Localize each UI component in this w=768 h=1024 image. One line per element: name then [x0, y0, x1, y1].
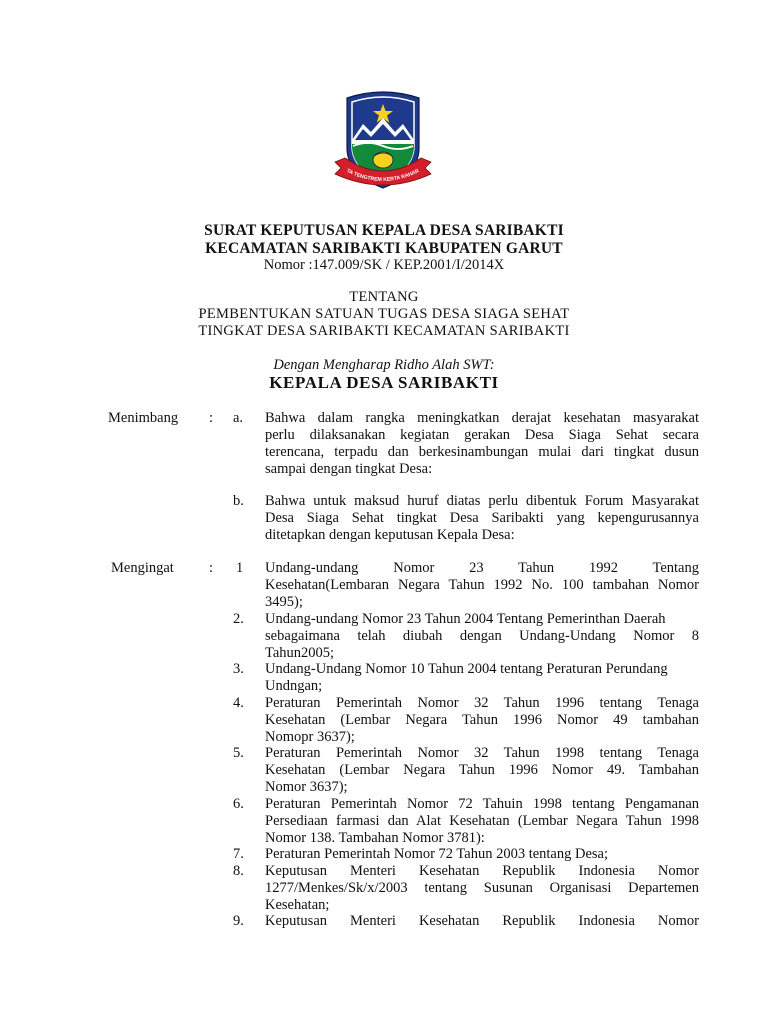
item-line: Nomor 3637); [265, 779, 348, 795]
subject-line-1: PEMBENTUKAN SATUAN TUGAS DESA SIAGA SEHAT [198, 306, 570, 322]
subject-line-2: TINGKAT DESA SARIBAKTI KECAMATAN SARIBAKTI [198, 323, 570, 339]
item-line: Kesehatan; [265, 897, 330, 913]
menimbang-colon: : [209, 410, 214, 426]
item-line: 1277/Menkes/Sk/x/2003 tentang Susunan Organisasi Departemen [265, 880, 699, 896]
item-line: Peraturan Pemerintah Nomor 72 Tahuin 1998 tentang Pengamanan [265, 796, 699, 812]
menimbang-label: Menimbang [108, 410, 179, 426]
item-line: Peraturan Pemerintah Nomor 32 Tahun 1996 tentang Tenaga [265, 695, 699, 711]
official-heading: KEPALA DESA SARIBAKTI [269, 373, 499, 392]
item-text [265, 913, 699, 930]
item-text [265, 611, 699, 662]
item-line: Peraturan Pemerintah Nomor 32 Tahun 1998 tentang Tenaga [265, 745, 699, 761]
item-marker: 5. [233, 745, 244, 761]
item-marker: 6. [233, 796, 244, 812]
item-marker: 9. [233, 913, 244, 929]
item-line: Peraturan Pemerintah Nomor 72 Tahun 2003 tentang Desa; [265, 846, 609, 862]
item-marker: b. [233, 493, 244, 509]
item-line: Keputusan Menteri Kesehatan Republik Indonesia Nomor [265, 863, 699, 879]
item-text [265, 661, 699, 695]
item-line: Nomor 138. Tambahan Nomor 3781): [265, 830, 485, 846]
item-line: Tahun2005; [265, 645, 335, 661]
item-line: terencana, terpadu dan berkesinambungan mulai dari tingkat dusun [265, 444, 699, 460]
item-text [265, 493, 699, 544]
item-line: Kesehatan (Lembar Negara Tahun 1996 Nomor 49. Tambahan [265, 762, 699, 778]
item-marker: 1 [236, 560, 244, 576]
item-text [265, 863, 699, 914]
item-line: sebagaimana telah diubah dengan Undang-Undang Nomor 8 [265, 628, 699, 644]
item-line: Undang-undang Nomor 23 Tahun 1992 Tentang [265, 560, 699, 576]
document-title [0, 222, 768, 258]
tentang-heading: TENTANG [349, 289, 419, 305]
item-line: sampai dengan tingkat Desa: [265, 461, 433, 477]
item-marker: 4. [233, 695, 244, 711]
item-line: Desa Siaga Sehat tingkat Desa Saribakti yang kepengurusannya [265, 510, 699, 526]
item-line: Bahwa untuk maksud huruf diatas perlu dibentuk Forum Masyarakat [265, 493, 699, 509]
mengingat-label: Mengingat [111, 560, 174, 576]
item-line: Undang-undang Nomor 23 Tahun 2004 Tentang Pemerinthan Daerah [265, 611, 666, 627]
invocation-text: Dengan Mengharap Ridho Alah SWT: [273, 357, 495, 373]
village-emblem-icon [333, 88, 433, 196]
item-line: Kesehatan(Lembaran Negara Tahun 1992 No. 100 tambahan Nomor [265, 577, 699, 593]
item-line: perlu dilaksanakan kegiatan gerakan Desa Siaga Sehat secara [265, 427, 699, 443]
item-text [265, 560, 699, 611]
item-marker: 2. [233, 611, 244, 627]
item-line: Nomopr 3637); [265, 729, 355, 745]
item-line: Kesehatan (Lembar Negara Tahun 1996 Nomor 49 tambahan [265, 712, 699, 728]
item-marker: 8. [233, 863, 244, 879]
item-text [265, 846, 699, 863]
document-subject [0, 306, 768, 340]
title-line-1: SURAT KEPUTUSAN KEPALA DESA SARIBAKTI [204, 222, 564, 239]
item-marker: 3. [233, 661, 244, 677]
item-line: Keputusan Menteri Kesehatan Republik Indonesia Nomor [265, 913, 699, 929]
mengingat-colon: : [209, 560, 214, 576]
logo-motto: TA TENGTREM KERTA RAHAR [345, 168, 421, 184]
item-line: 3495); [265, 594, 303, 610]
item-text [265, 695, 699, 746]
item-text [265, 410, 699, 478]
item-line: ditetapkan dengan keputusan Kepala Desa: [265, 527, 515, 543]
document-number: Nomor :147.009/SK / KEP.2001/I/2014X [263, 257, 505, 273]
item-text [265, 796, 699, 847]
item-text [265, 745, 699, 796]
item-line: Bahwa dalam rangka meningkatkan derajat kesehatan masyarakat [265, 410, 699, 426]
item-line: Persediaan farmasi dan Alat Kesehatan (Lembar Negara Tahun 1998 [265, 813, 699, 829]
item-marker: a. [233, 410, 244, 426]
title-line-2: KECAMATAN SARIBAKTI KABUPATEN GARUT [205, 240, 563, 257]
item-line: Undang-Undang Nomor 10 Tahun 2004 tentang Peraturan Perundang [265, 661, 668, 677]
item-line: Undngan; [265, 678, 323, 694]
item-marker: 7. [233, 846, 244, 862]
